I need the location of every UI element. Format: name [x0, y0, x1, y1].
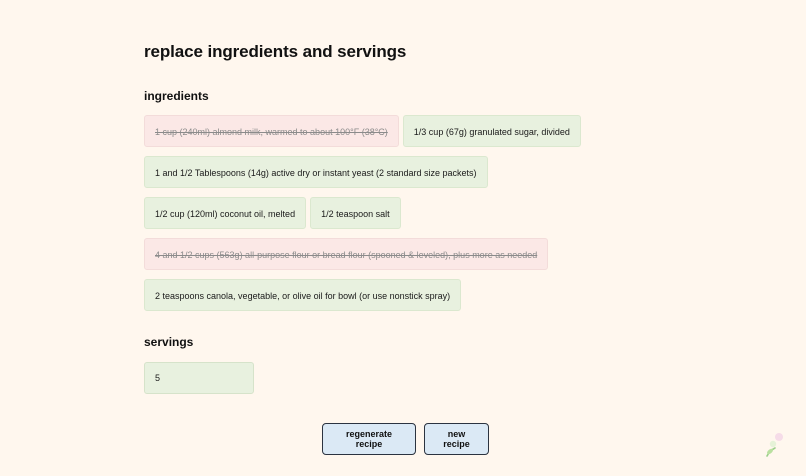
ingredient-chip[interactable]: 1 cup (240ml) almond milk, warmed to about 100°F (38°C) [144, 115, 399, 147]
pastel-leaf-icon [762, 430, 786, 460]
ingredient-chip[interactable]: 4 and 1/2 cups (563g) all-purpose flour or bread flour (spooned & leveled), plus more as needed [144, 238, 548, 270]
ingredient-chip[interactable]: 1 and 1/2 Tablespoons (14g) active dry or instant yeast (2 standard size packets) [144, 156, 488, 188]
page-title: replace ingredients and servings [144, 42, 407, 61]
servings-heading: servings [144, 335, 194, 349]
new-recipe-button[interactable]: new recipe [424, 423, 489, 455]
ingredient-chip[interactable]: 1/3 cup (67g) granulated sugar, divided [403, 115, 581, 147]
ingredient-chip[interactable]: 1/2 cup (120ml) coconut oil, melted [144, 197, 306, 229]
servings-input[interactable] [144, 362, 254, 394]
ingredient-list [144, 115, 644, 311]
ingredient-chip[interactable]: 1/2 teaspoon salt [310, 197, 401, 229]
action-bar [322, 423, 489, 455]
ingredient-chip[interactable]: 2 teaspoons canola, vegetable, or olive oil for bowl (or use nonstick spray) [144, 279, 461, 311]
regenerate-recipe-button[interactable]: regenerate recipe [322, 423, 416, 455]
main-content [144, 40, 664, 394]
ingredients-heading: ingredients [144, 89, 209, 103]
